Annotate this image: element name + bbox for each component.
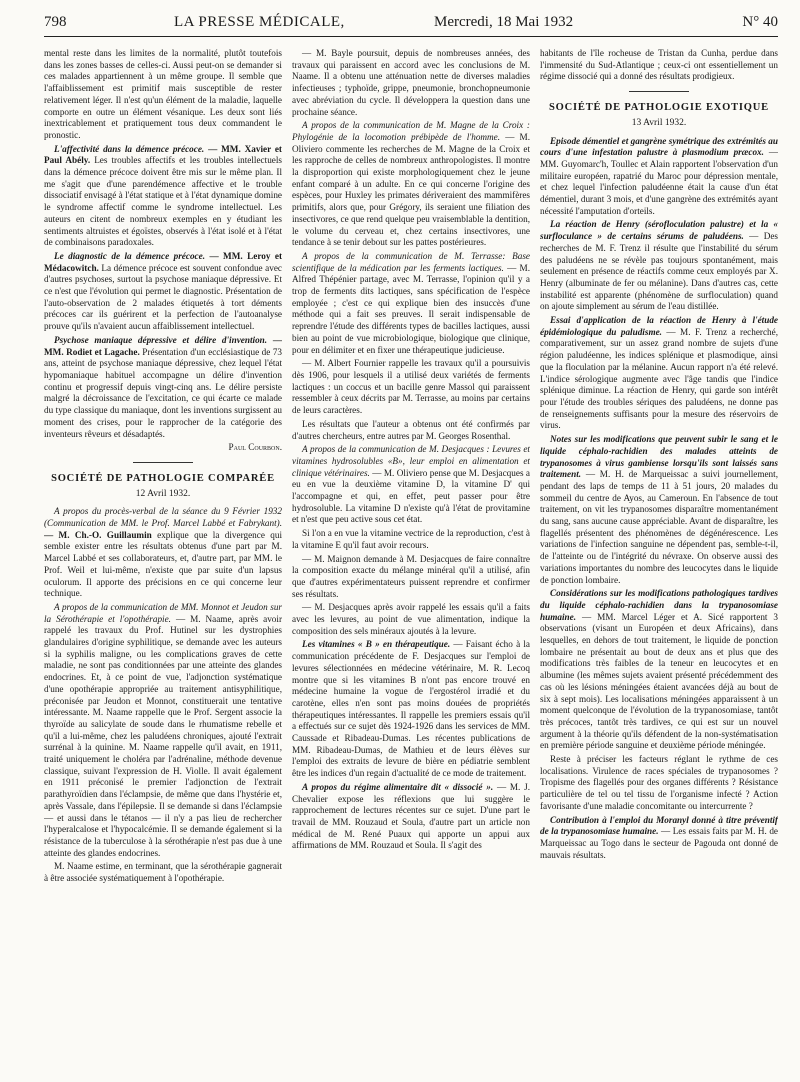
section-divider — [133, 462, 193, 463]
report-body: — M. H. de Marqueissac a suivi journellement, pendant des laps de temps de 11 à 51 jours, 20 malades du sommeil du centre de Ayos, au Cameroun. En l'absence de tout traitement, on vit les trypanosomes disparaître momentanément du sang, sans aucune cause appréciable. Avant de disparaître, les flagellés présentent des phénomènes de dégénérescence. Les variations de l'infection sanguine ne dépendent pas, semble-t-il, de l'atteinte ou de l'intégrité du névraxe. On observe aussi des variations importantes du nombre des leucocytes dans le liquide de ponction lombaire. — [540, 469, 778, 585]
journal-title: LA PRESSE MÉDICALE, — [174, 14, 345, 30]
issue-number: N° 40 — [742, 14, 778, 30]
report-body: explique que la divergence qui semble exister entre les résultats obtenus d'une part par M. Marcel Labbé et ses collaborateurs, et, d'autre part, par MM. le Prof. Weil et lui-même, n'existe que par suite d'un lapsus oculorum. Il apporte des précisions en ce qui concerne leur technique. — [44, 529, 282, 599]
report-title: Considérations sur les modifications pathologiques tardives du liquide céphalo-rachidien dans la trypanosomiase humaine. — [540, 588, 778, 622]
report-body: — Les essais faits par M. H. de Marqueissac au Togo dans le secteur de Pagouda ont donné de mauvais résultats. — [540, 826, 778, 860]
report-body: — Des recherches de M. F. Trenz il résulte que l'instabilité du sérum des paludéens ne se révèle pas toujours spontanément, mais seulement en présence de réactifs comme ceux employés par X. Henry (albuminate de fer ou mélanine). Dans d'autres cas, cette instabilité est apparente (phénomène de surfloculation) quand on ajoute simplement au sérum de l'eau distillée. — [540, 231, 778, 312]
paragraph — [44, 144, 282, 249]
issue-date: Mercredi, 18 Mai 1932 — [434, 14, 574, 30]
report-title: Episode démentiel et gangrène symétrique des extrémités au cours d'une infestation palustre à plasmodium præcox. — [540, 135, 778, 158]
report-title: Le diagnostic de la démence précoce. — [54, 250, 205, 261]
paragraph: habitants de l'île rocheuse de Tristan da Cunha, perdue dans l'immensité du Sud-Atlantique ; ceux-ci ont essentiellement un régime dissocié qui a donné des résultats prodigieux. — [540, 48, 778, 82]
report-title: A propos du régime alimentaire dit « dissocié ». — [302, 781, 494, 792]
paragraph: — M. Albert Fournier rappelle les travaux qu'il a poursuivis dès 1906, pour lesquels il a utilisé deux variétés de ferments lactiques : un coccus et un bacille genre Massol qui paraissent ressembler à ceux décrits par M. Terrasse, au moins par certains de leurs caractères. — [292, 358, 530, 416]
column-2 — [292, 48, 530, 1062]
section-date: 12 Avril 1932. — [135, 488, 191, 499]
signature: Paul Courbon. — [228, 442, 282, 453]
report-body: Les troubles affectifs et les troubles intellectuels dans la démence précoce doivent être mis sur le même plan. Il me s'agit que d'une parendémence affective et le trouble dissociatif envisagé à l'état statique et à l'état dynamique domine le syndrome affectif comme le syndrome intellectuel. Les auteurs en citent de nombreux exemples en y étudiant les sentiments altruistes et égoïstes, observés à l'état isolé et à l'état de combinaisons paradoxales. — [44, 155, 282, 248]
report-intro: A propos du procès-verbal de la séance du 9 Février 1932 (Communication de MM. le Prof. Marcel Labbé et Fabrykant). — [44, 506, 282, 529]
paragraph — [540, 315, 778, 432]
page-header — [44, 10, 778, 37]
paragraph: — M. Maignon demande à M. Desjacques de faire connaître la composition exacte du mélange minéral qu'il a utilisé, afin que d'autres expérimentateurs puissent reprendre et confirmer ses résultats. — [292, 553, 530, 599]
report-body: — Faisant écho à la communication précédente de F. Desjacques sur l'emploi de levures sélectionnées en médecine vétérinaire, M. R. Lecoq montre que si les vitamines B n'ont pas encore trouvé en médecine humaine la vogue de l'ergostérol irradié et du carotène, elles n'en sont pas moins douées de propriétés thérapeutiques intéressantes. Il rappelle les premiers essais qu'il a effectués sur ce sujet dès 1924-1926 dans les services de MM. Caussade et Ribadeau-Dumas. Les récentes publications de MM. Ribadeau-Dumas, de Mathieu et de leurs élèves sur l'emploi des extraits de levure de bière en pédiatrie semblent être les indices d'un regain d'actualité de ce mode de traitement. — [292, 639, 530, 779]
report-intro: A propos de la communication de M. Desjacques : Levures et vitamines hydrosolubles «B», leur emploi en alimentation et clinique vétérinaires. — [292, 444, 530, 478]
paragraph — [540, 136, 778, 218]
paragraph — [292, 444, 530, 526]
report-body: La démence précoce est souvent confondue avec d'autres psychoses, surtout la psychose maniaque dépressive. Et ce n'est que l'évolution qui permet le diagnostic. Présentation de l'auto-observation de 2 malades étiquetés à tort déments précoces car ils guérirent et la perfection de l'autoanalyse prouve qu'ils n'avaient aucun affaiblissement intellectuel. — [44, 262, 282, 332]
paragraph — [292, 120, 530, 249]
report-body: — M. J. Chevalier expose les réflexions que lui suggère le rapprochement de lectures récentes sur ce sujet. D'une part le travail de MM. Rouzaud et Soula, d'autre part un article non médical de M. René Puaux qui apporte un appui aux affirmations de MM. Rouzaud et Soula. Il s'agit des — [292, 781, 530, 851]
paragraph — [540, 815, 778, 862]
section-title: SOCIÉTÉ DE PATHOLOGIE EXOTIQUE — [549, 102, 769, 114]
paragraph — [540, 219, 778, 313]
report-body: — MM. Marcel Léger et A. Sicé rapportent 3 observations (visant un Européen et deux Africains), dans lesquelles, en dehors de tout traitement, le liquide de ponction lombaire ne présentait au bout de deux ans et plus que des modifications très faibles de la teneur en leucocytes et en albumine (les mêmes sujets avaient présenté précédemment des cas où les lésions méningées étaient avancées déjà au bout de six à sept mois). Les localisations méningées apparaissent à un moment quelconque de l'évolution de la trypanosomiase, tantôt très précoces, tantôt très tardives, ce qui est sur un nouvel argument à la théorie qu'ils défendent de la non-systématisation en première période sanguine et deuxième période méningée. — [540, 611, 778, 751]
section-date: 13 Avril 1932. — [631, 117, 687, 128]
article-columns — [44, 48, 778, 1062]
report-body: — M. F. Trenz a recherché, comparativement, sur un assez grand nombre de sujets d'une région paludéenne, les indices splénique et plasmodique, ainsi que la floculation par la mélanine. Aucun rapport n'a été relevé. L'indice sérologique augmente avec l'âge tandis que l'indice splénique diminue. La réaction de Henry, qui garde son intérêt pour l'étude des troubles sériques des paludéens, ne donne pas de renseignements suffisants pour la mesure des réservoirs de virus. — [540, 326, 778, 431]
column-3 — [540, 48, 778, 1062]
page-number: 798 — [44, 14, 67, 30]
report-body: — M. Oliviero pense que M. Desjacques a eu en vue la deuxième vitamine D, la vitamine D' qui l'accompagne et qui, en effet, peut passer pour être hydrosoluble. La vitamine D n'existe qu'à l'état de provitamine et n'est que peu active sous cet état. — [292, 467, 530, 525]
report-title: Contribution à l'emploi du Moranyl donné à titre préventif de la trypanosomiase humaine. — [540, 814, 778, 837]
report-title: Essai d'application de la réaction de Henry à l'étude épidémiologique du paludisme. — [540, 315, 778, 337]
section-divider — [629, 91, 689, 92]
paragraph — [44, 335, 282, 440]
report-intro: A propos de la communication de M. Terrasse: Base scientifique de la médication par les ferments lactiques. — [292, 250, 530, 273]
paragraph — [292, 639, 530, 779]
paragraph — [292, 251, 530, 356]
paragraph: — M. Desjacques après avoir rappelé les essais qu'il a faits avec les levures, au point de vue alimentation, indique la composition des sels minéraux ajoutés à la levure. — [292, 602, 530, 636]
report-body: — MM. Guyomarc'h, Toullec et Alain rapportent l'observation d'un militaire européen, rapatrié du Maroc pour dépression mentale, et chez lequel l'infection paludéenne était la cause d'un état démentiel, durant 3 mois, et d'une gangrène des extrémités ayant nécessité l'amputation d'orteils. — [540, 147, 778, 216]
paragraph — [44, 602, 282, 859]
paragraph: M. Naame estime, en terminant, que la sérothérapie gagnerait à être associée systématiquement à l'opothérapie. — [44, 861, 282, 884]
section-title: SOCIÉTÉ DE PATHOLOGIE COMPARÉE — [51, 472, 275, 484]
paragraph: — M. Bayle poursuit, depuis de nombreuses années, des travaux qui paraissent en accord avec les conclusions de M. Naame. Il a obtenu une atténuation nette de diverses maladies infectieuses ; typhoïde, grippe, pneumonie, bronchopneumonie avec abréviation du cycle. Il développera la question dans une prochaine séance. — [292, 48, 530, 117]
paragraph: Les résultats que l'auteur a obtenus ont été confirmés par d'autres chercheurs, entre autres par M. Georges Rosenthal. — [292, 418, 530, 441]
report-title: Les vitamines « B » en thérapeutique. — [302, 639, 451, 650]
report-authors: — M. Ch.-O. Guillaumin — [44, 529, 152, 540]
paragraph: Si l'on a en vue la vitamine vectrice de la reproduction, c'est à la vitamine E qu'il faut avoir recours. — [292, 528, 530, 550]
report-title: Psychose maniaque dépressive et délire d'invention. — [54, 334, 268, 345]
column-1 — [44, 48, 282, 1062]
paragraph — [44, 251, 282, 333]
report-body: Présentation d'un ecclésiastique de 73 ans, atteint de psychose maniaque dépressive, chez lequel l'état hypomaniaque habituel accompagne un délire d'invention continu et progressif depuis vingt-cinq ans. Le délire persiste malgré la décroissance de l'excitation, ce qui écarte ce malade du type classique du maniaque, dont les inventions surgissent au moment des crises, pour le rapprocher de la catégorie des inventeurs rêveurs et désadaptés. — [44, 346, 282, 439]
paragraph — [292, 782, 530, 852]
report-body: — M. Oliviero commente les recherches de M. Magne de la Croix et les rapproche de celles de nombreux anthropologistes. Il montre la disproportion qui existe morphologiquement chez le jeune enfant comparé à un adulte. En ce qui concerne l'origine des espèces, pour Huxley les primates dériveraient des mammifères primitifs, alors que, pour Grégory, ils seraient une filiation des insectivores, ce que rend quelque peu vraisemblable la dentition, le volume du cerveau et, chez certains insectivores, une tendance à se tenir debout sur les pattes postérieures. — [292, 131, 530, 248]
paragraph: Reste à préciser les facteurs réglant le rythme de ces localisations. Virulence de races spéciales de trypanosomes ? Tropisme des flagellés pour des organes différents ? Résistance particulière de tel ou tel tissu de l'organisme infecté ? Action favorisante d'une maladie concomitante ou intercurrente ? — [540, 754, 778, 811]
report-body: — M. Alfred Thépénier partage, avec M. Terrasse, l'opinion qu'il y a trop de ferments dits lactiques, sans spécification de l'espèce employée ; c'est ce qui explique bien des insuccès d'une méthode qui a fait ses preuves. Il serait indispensable de reprendre l'étude des différents types de bacilles lactiques, aussi bien au point de vue microbiologique, biologique que clinique, pour en délimiter et en fixer une thérapeutique judicieuse. — [292, 262, 530, 355]
report-intro: A propos de la communication de M. Magne de la Croix : Phylogénie de la locomotion prébipède de l'homme. — [292, 120, 530, 142]
report-title: Notes sur les modifications que peuvent subir le sang et le liquide céphalo-rachidien des malades atteints de trypanosomes à virus gambiense lorsqu'ils sont laissés sans traitement. — [540, 434, 778, 480]
paragraph — [540, 434, 778, 586]
report-title: L'affectivité dans la démence précoce. — [54, 143, 205, 154]
report-title: La réaction de Henry (sérofloculation palustre) et la « surfloculance » de certains sérums de paludéens. — [540, 219, 778, 242]
paragraph: mental reste dans les limites de la normalité, plutôt toutefois dans les zones basses de celles-ci. Aussi peut-on se demander si ces malades appartiennent à un même groupe. Il semble que l'affaiblissement est primitif mais susceptible de rester relativement léger. Il n'est qu'un élément de la maladie, laquelle comporte en outre un élément vésanique. Les deux sont liés inextricablement et pratiquement tous deux commandent le pronostic. — [44, 48, 282, 140]
report-intro: A propos de la communication de MM. Monnot et Jeudon sur la Sérothérapie et l'opothérapie. — [44, 601, 282, 624]
paragraph — [540, 588, 778, 752]
paragraph — [44, 506, 282, 600]
report-authors: — MM. Rodiet et Lagache. — [44, 334, 282, 357]
report-authors: — MM. Leroy et Médacowitch. — [44, 250, 282, 273]
report-authors: — MM. Xavier et Paul Abély. — [44, 143, 282, 166]
report-body: — M. Naame, après avoir rappelé les travaux du Prof. Hutinel sur les dystrophies glandulaires d'origine syphilitique, se demande avec les auteurs si la syphilis maligne, ou les complications graves de cette maladie, ne sont pas conditionnées par une atteinte des glandes endocrines. Et, à ce point de vue, l'adjonction systématique d'une opothérapie appropriée au traitement antisyphilitique, préconisée par Jeudon et Monnot, constituerait une tentative intéressante. M. Naame rappelle que le Prof. Sergent associe la thyroïde au salicylate de soude dans le rhumatisme rebelle et qu'il a lui-même, chez les paludéens chroniques, ajouté l'extrait surrénal à la quinine. M. Naame rappelle qu'il avait, en 1911, traité uniquement le choléra par l'adrénaline, méthode devenue classique, suivant l'expression de H. Violle. Il avait également en 1911 préconisé le premier l'adjonction de l'extrait parathyroïdien dans l'éclampsie, de même que dans l'hystérie et, après Vassale, dans l'épilepsie. Il se demande si dans l'éclampsie — et aussi dans le tétanos — il n'y a pas lieu de rechercher l'hyperalcalose et l'hypocalcémie. Il se demande également si la résistance de la tuberculose à la sérothérapie n'est pas due à une atteinte des glandes endocrines. — [44, 613, 282, 858]
